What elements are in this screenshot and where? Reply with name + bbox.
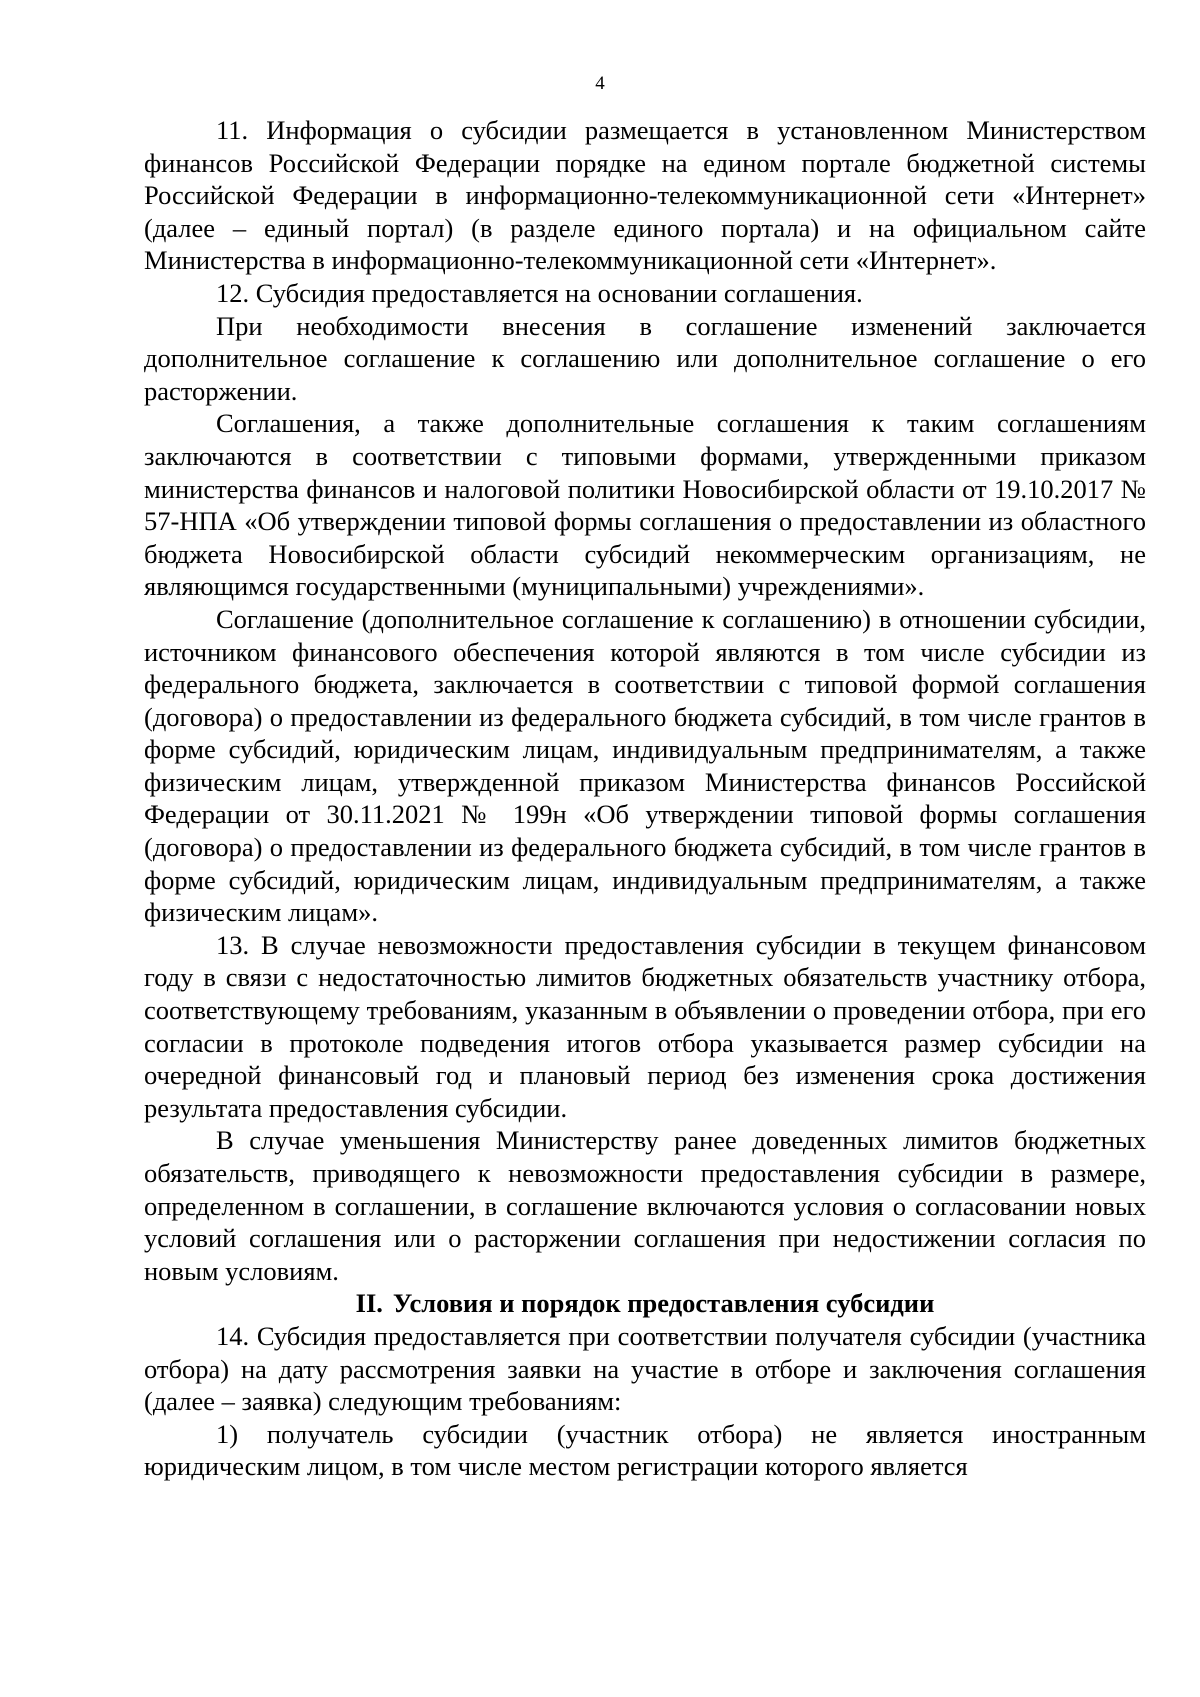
section-heading	[144, 1287, 1146, 1320]
section-title: Условия и порядок предоставления субсидии	[392, 1288, 935, 1319]
paragraph-limits-reduction: В случае уменьшения Министерству ранее доведенных лимитов бюджетных обязательств, приводящего к невозможности предоставления субсидии в размере, определенном в соглашении, в соглашение включаются условия о согласовании новых условий соглашения или о расторжении соглашения при недостижении согласия по новым условиям.	[144, 1125, 1146, 1286]
paragraph-12: 12. Субсидия предоставляется на основании соглашения.	[216, 277, 863, 308]
paragraph-14: 14. Субсидия предоставляется при соответствии получателя субсидии (участника отбора) на дату рассмотрения заявки на участие в отборе и заключения соглашения (далее – заявка) следующим требованиям:	[144, 1320, 1146, 1417]
paragraph-additional-agreement: При необходимости внесения в соглашение изменений заключается дополнительное соглашение к соглашению или дополнительное соглашение о его расторжении.	[144, 310, 1146, 406]
document-body	[144, 114, 1146, 1483]
paragraph-11: 11. Информация о субсидии размещается в установленном Министерством финансов Российской Федерации порядке на едином портале бюджетной системы Российской Федерации в информационно-телекоммуникационной сети «Интернет» (далее – единый портал) (в разделе единого портала) и на официальном сайте Министерства в информационно-телекоммуникационной сети «Интернет».	[144, 115, 1146, 276]
section-number: II.	[355, 1288, 383, 1319]
paragraph-typical-forms: Соглашения, а также дополнительные соглашения к таким соглашениям заключаются в соответствии с типовыми формами, утвержденными приказом министерства финансов и налоговой политики Новосибирской области от 19.10.2017 № 57-НПА «Об утверждении типовой формы соглашения о предоставлении из областного бюджета Новосибирской области субсидий некоммерческим организациям, не являющимся государственными (муниципальными) учреждениями».	[144, 408, 1146, 602]
paragraph-13: 13. В случае невозможности предоставления субсидии в текущем финансовом году в связи с недостаточностью лимитов бюджетных обязательств участнику отбора, соответствующему требованиям, указанным в объявлении о проведении отбора, при его согласии в протоколе подведения итогов отбора указывается размер субсидии на очередной финансовый год и плановый период без изменения срока достижения результата предоставления субсидии.	[144, 929, 1146, 1123]
paragraph-federal-agreement: Соглашение (дополнительное соглашение к соглашению) в отношении субсидии, источником финансового обеспечения которой являются в том числе субсидии из федерального бюджета, заключается в соответствии с типовой формой соглашения (договора) о предоставлении из федерального бюджета субсидий, в том числе грантов в форме субсидий, юридическим лицам, индивидуальным предпринимателям, а также физическим лицам, утвержденной приказом Министерства финансов Российской Федерации от 30.11.2021 № 199н «Об утверждении типовой формы соглашения (договора) о предоставлении из федерального бюджета субсидий, в том числе грантов в форме субсидий, юридическим лицам, индивидуальным предпринимателям, а также физическим лицам».	[144, 603, 1146, 928]
page-number: 4	[595, 73, 605, 94]
paragraph-14-item-1: 1) получатель субсидии (участник отбора) не является иностранным юридическим лицом, в том числе местом регистрации которого является	[144, 1418, 1146, 1482]
